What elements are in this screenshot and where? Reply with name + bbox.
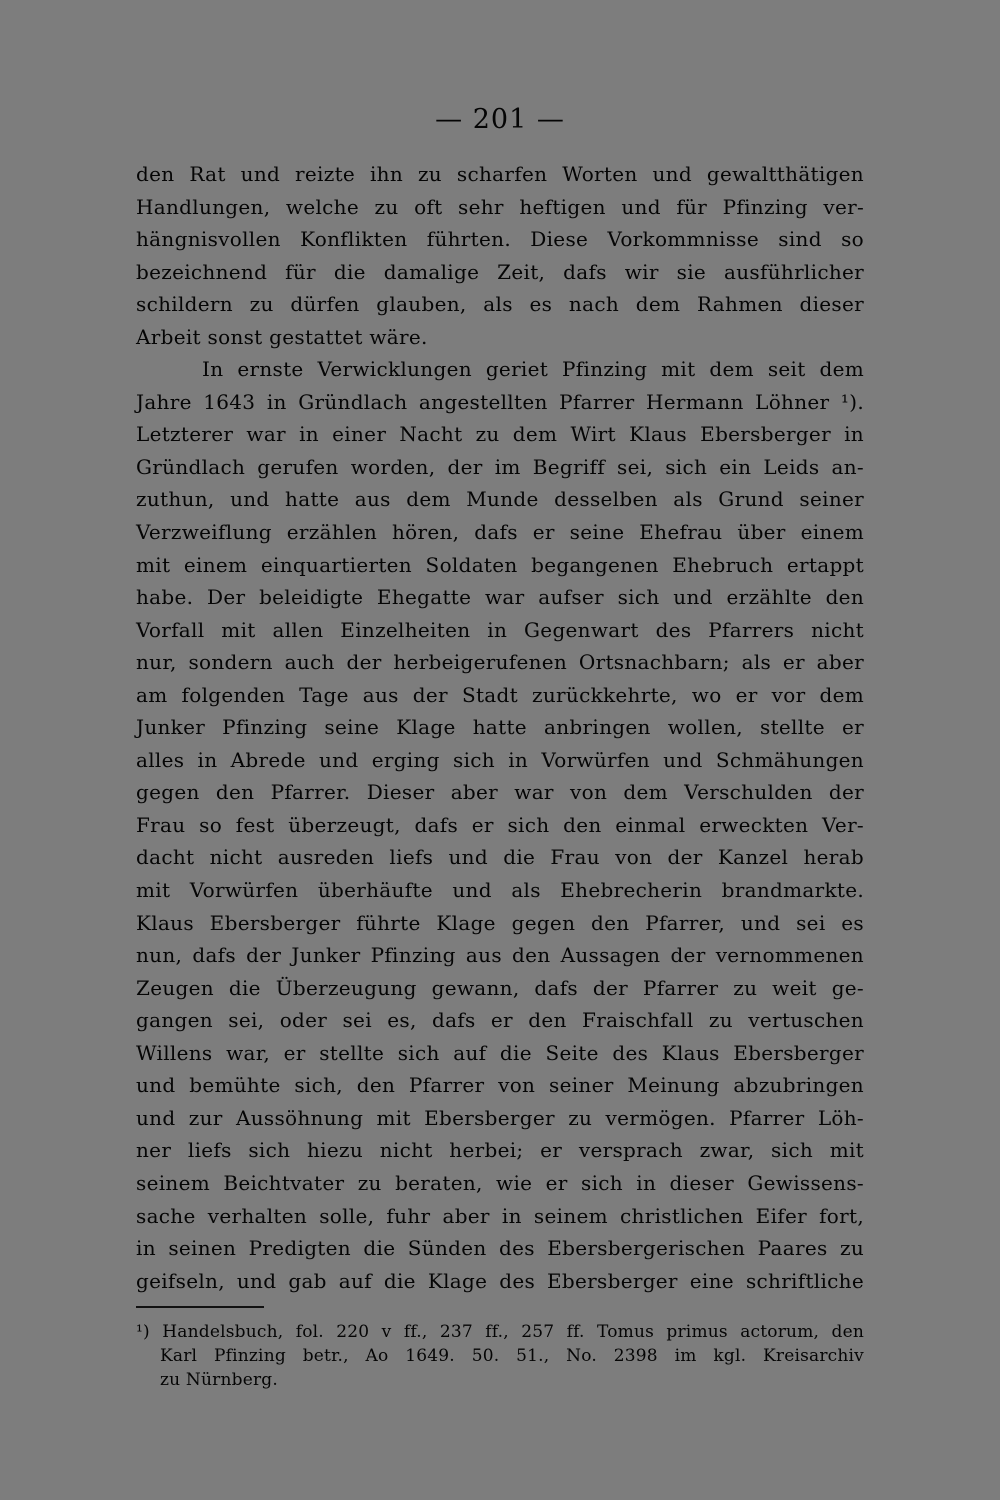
text-line: habe. Der beleidigte Ehegatte war aufser sich und erzählte den [136,585,864,610]
text-line: nun, dafs der Junker Pfinzing aus den Aussagen der vernommenen [136,943,864,968]
text-line: dacht nicht ausreden liefs und die Frau von der Kanzel herab [136,845,864,870]
text-line: gangen sei, oder sei es, dafs er den Fraischfall zu vertuschen [136,1008,864,1033]
text-line: und zur Aussöhnung mit Ebersberger zu vermögen. Pfarrer Löh- [136,1105,864,1130]
footnote-line: zu Nürnberg. [160,1370,278,1390]
footnote-divider [136,1306,264,1308]
footnote-line: ¹) Handelsbuch, fol. 220 v ff., 237 ff., 257 ff. Tomus primus actorum, den [136,1322,864,1342]
text-line: Junker Pfinzing seine Klage hatte anbringen wollen, stellte er [136,715,864,740]
text-line: mit einem einquartierten Soldaten begangenen Ehebruch ertappt [136,552,864,577]
text-line: seinem Beichtvater zu beraten, wie er sich in dieser Gewissens- [136,1170,864,1195]
text-line: am folgenden Tage aus der Stadt zurückkehrte, wo er vor dem [136,682,864,707]
text-line: Jahre 1643 in Gründlach angestellten Pfarrer Hermann Löhner ¹). [136,389,864,414]
text-line: bezeichnend für die damalige Zeit, dafs wir sie ausführlicher [136,259,864,284]
text-line: Verzweiflung erzählen hören, dafs er seine Ehefrau über einem [136,520,864,545]
text-line: Frau so fest überzeugt, dafs er sich den einmal erweckten Ver- [136,812,864,837]
text-line: und bemühte sich, den Pfarrer von seiner Meinung abzubringen [136,1073,864,1098]
text-line: zuthun, und hatte aus dem Munde desselben als Grund seiner [136,487,864,512]
text-line: ner liefs sich hiezu nicht herbei; er versprach zwar, sich mit [136,1138,864,1163]
text-line: den Rat und reizte ihn zu scharfen Worten und gewaltthätigen [136,162,864,186]
text-line: hängnisvollen Konflikten führten. Diese Vorkommnisse sind so [136,227,864,252]
text-line: Zeugen die Überzeugung gewann, dafs der Pfarrer zu weit ge- [136,975,864,1000]
text-line: schildern zu dürfen glauben, als es nach dem Rahmen dieser [136,292,864,317]
text-line: sache verhalten solle, fuhr aber in seinem christlichen Eifer fort, [136,1203,864,1228]
page-number: — 201 — [435,104,565,135]
text-line: Vorfall mit allen Einzelheiten in Gegenwart des Pfarrers nicht [136,617,864,642]
text-line: in seinen Predigten die Sünden des Ebersbergerischen Paares zu [136,1236,864,1261]
text-line: alles in Abrede und erging sich in Vorwürfen und Schmähungen [136,747,864,772]
text-line: Arbeit sonst gestattet wäre. [136,324,428,349]
text-line: nur, sondern auch der herbeigerufenen Ortsnachbarn; als er aber [136,650,864,675]
text-line: Letzterer war in einer Nacht zu dem Wirt Klaus Ebersberger in [136,422,864,447]
body-text [136,158,864,1297]
text-line: Gründlach gerufen worden, der im Begriff sei, sich ein Leids an- [136,454,864,479]
text-line: Klaus Ebersberger führte Klage gegen den Pfarrer, und sei es [136,910,864,935]
text-line: gegen den Pfarrer. Dieser aber war von dem Verschulden der [136,780,864,805]
text-line: Handlungen, welche zu oft sehr heftigen und für Pfinzing ver- [136,194,864,219]
paragraph-start-line: In ernste Verwicklungen geriet Pfinzing mit dem seit dem [202,357,864,382]
footnote [136,1320,864,1392]
footnote-line: Karl Pfinzing betr., Ao 1649. 50. 51., No. 2398 im kgl. Kreisarchiv [160,1346,864,1366]
text-line: geifseln, und gab auf die Klage des Ebersberger eine schriftliche [136,1268,864,1293]
text-line: mit Vorwürfen überhäufte und als Ehebrecherin brandmarkte. [136,878,864,903]
text-line: Willens war, er stellte sich auf die Seite des Klaus Ebersberger [136,1040,864,1065]
